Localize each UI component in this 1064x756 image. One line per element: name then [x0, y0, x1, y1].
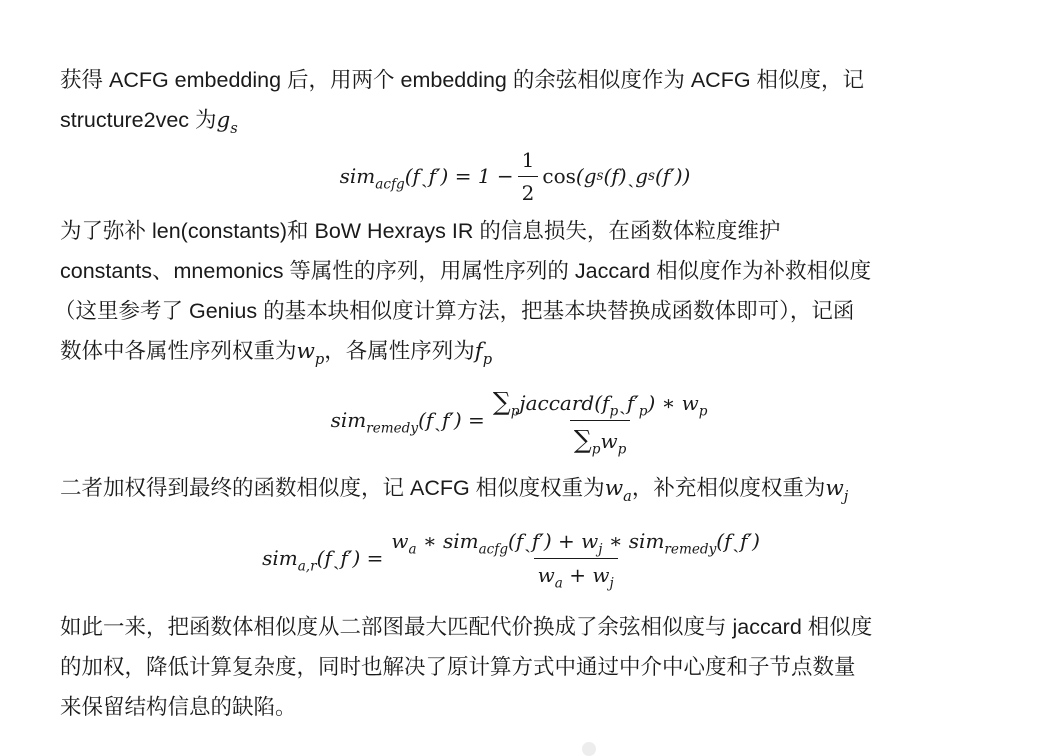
math-symbol: (f) [603, 164, 627, 188]
math-symbol: sim [339, 164, 376, 188]
inline-text: 数体中各属性序列权重为 [60, 339, 297, 363]
math-subscript: a,r [297, 558, 317, 575]
math-var-wa [604, 476, 632, 506]
math-var-wj [825, 476, 849, 506]
math-symbol: w [391, 529, 409, 553]
math-symbol: (g [575, 164, 597, 188]
math-subscript: remedy [664, 541, 717, 558]
math-separator: ˏ [332, 545, 340, 570]
math-separator: ˏ [434, 407, 441, 432]
math-symbol: w [825, 476, 844, 501]
paragraph-weighting [60, 468, 1000, 509]
math-var-wp [296, 339, 325, 369]
math-symbol: w [600, 428, 618, 453]
math-symbol: w [537, 563, 555, 587]
text-line [60, 100, 1000, 141]
math-subscript: j [609, 575, 614, 592]
sum-symbol: ∑ [492, 386, 511, 416]
math-symbol: ) ∗ w [647, 390, 699, 415]
math-function: jaccard [519, 390, 595, 415]
math-subscript: acfg [375, 176, 405, 193]
math-subscript: acfg [478, 541, 509, 558]
math-function: cos [542, 164, 576, 188]
math-subscript: p [638, 403, 648, 420]
inline-text: structure2vec 为 [60, 108, 217, 132]
faint-dot-decoration [582, 742, 596, 756]
text-line [60, 331, 1000, 372]
math-subscript: p [482, 351, 493, 369]
text-line: constants、mnemonics 等属性的序列，用属性序列的 Jaccard 相似度作为补救相似度 [60, 259, 872, 283]
math-separator: ˏ [619, 390, 626, 415]
text-line: 的加权，降低计算复杂度，同时也解决了原计算方式中通过中介中心度和子节点数量 [60, 655, 856, 679]
math-symbol: f′ [626, 390, 639, 415]
math-subscript: p [698, 403, 708, 420]
inline-text: ，补充相似度权重为 [631, 476, 826, 500]
math-symbol: + w [562, 563, 610, 587]
math-symbol: (f [508, 529, 524, 553]
math-symbol: ∗ sim [602, 529, 665, 553]
math-separator: ˏ [420, 163, 428, 188]
math-subscript: j [598, 541, 603, 558]
fraction-numerator: 1 [521, 147, 535, 172]
text-line: 来保留结构信息的缺陷。 [60, 695, 297, 719]
math-symbol: (f [716, 529, 732, 553]
math-symbol: ∗ sim [416, 529, 479, 553]
math-symbol: sim [330, 408, 367, 432]
fraction-remedy [489, 386, 712, 458]
math-subscript: p [314, 351, 325, 369]
math-var-gs [216, 108, 238, 138]
equation-sim-acfg: sim$_{acfg}$ (f ˏ f′) = 1 − $\frac{1}{2}$ cos (g s (f) ˏ g s (f′)) [339, 147, 691, 205]
math-symbol: w [604, 476, 624, 501]
math-subscript: a [408, 541, 417, 558]
math-symbol: f′) + w [531, 529, 599, 553]
fraction-one-half [518, 148, 539, 205]
eq-lhs [330, 408, 419, 437]
math-separator: ˏ [627, 163, 635, 188]
math-symbol: (f [418, 408, 434, 432]
math-symbol: (f [404, 164, 420, 188]
math-symbol: sim [262, 546, 298, 570]
math-symbol: f′) = [441, 408, 485, 432]
text-line: 如此一来，把函数体相似度从二部图最大匹配代价换成了余弦相似度与 jaccard 相似度 [60, 615, 873, 639]
text-line: 获得 ACFG embedding 后，用两个 embedding 的余弦相似度作为 ACFG 相似度，记 [60, 68, 865, 92]
inline-text: 二者加权得到最终的函数相似度，记 ACFG 相似度权重为 [60, 476, 605, 500]
sum-symbol: ∑ [573, 424, 592, 454]
equation-sim-remedy [46, 372, 1000, 468]
math-subscript: s [230, 120, 238, 138]
math-subscript: a [623, 488, 632, 506]
math-symbol: f [474, 339, 483, 364]
fraction-denominator: 2 [518, 176, 539, 205]
math-symbol: g [635, 164, 649, 188]
math-symbol: w [296, 339, 315, 364]
document-body [54, 60, 1000, 727]
text-line: （这里参考了 Genius 的基本块相似度计算方法，把基本块替换成函数体即可），记函 [54, 299, 855, 323]
fraction-denominator [570, 420, 630, 458]
paragraph-acfg-embedding [60, 60, 1000, 141]
math-symbol: f′) [740, 529, 760, 553]
math-subscript: remedy [366, 420, 419, 437]
math-subscript: p [609, 403, 619, 420]
math-symbol: g [216, 108, 231, 133]
text-line [60, 468, 1000, 509]
math-subscript: j [843, 488, 849, 506]
math-subscript: a [554, 575, 563, 592]
inline-text: ，各属性序列为 [324, 339, 475, 363]
math-subscript: p [591, 441, 601, 458]
math-var-fp [474, 339, 493, 369]
math-symbol: (f [594, 390, 610, 415]
text-line: 为了弥补 len(constants)和 BoW Hexrays IR 的信息损失，在函数体粒度维护 [60, 219, 781, 243]
math-symbol: f′) = [340, 546, 384, 570]
eq-lhs [339, 164, 405, 193]
math-separator: ˏ [524, 529, 531, 553]
paragraph-remedy [54, 211, 1000, 372]
eq-lhs [262, 546, 317, 575]
math-symbol: f′) = 1 − [428, 164, 514, 188]
paragraph-conclusion [60, 607, 1000, 727]
fraction-denominator [534, 558, 618, 592]
fraction-numerator [387, 529, 764, 558]
math-separator: ˏ [732, 529, 740, 553]
equation-sim-ar [30, 509, 1000, 607]
math-symbol: (f [316, 546, 332, 570]
math-subscript: p [617, 441, 627, 458]
fraction-numerator [489, 387, 712, 420]
math-subscript: p [510, 403, 520, 420]
math-symbol: (f′)) [655, 164, 691, 188]
fraction-weighted [387, 529, 764, 592]
